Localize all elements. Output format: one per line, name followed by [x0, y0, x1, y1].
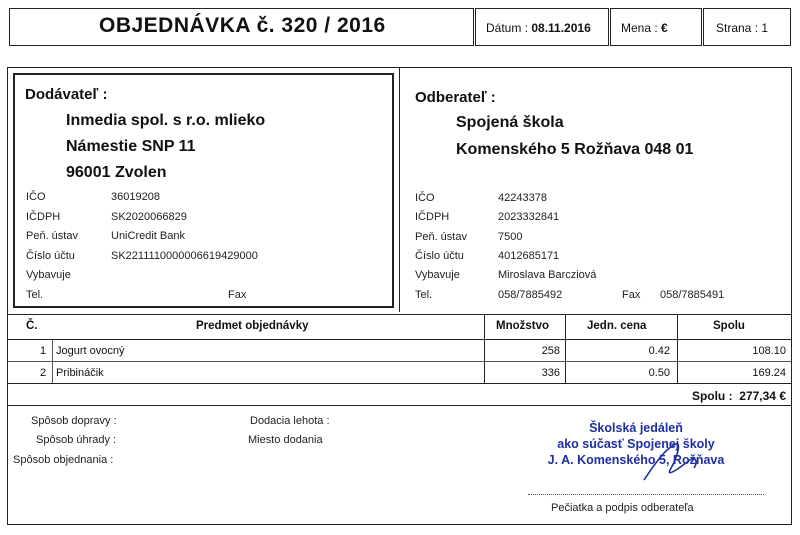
supplier-handler-label: Vybavuje — [26, 269, 71, 281]
table-header-border — [8, 339, 791, 340]
table-sum-border — [8, 405, 791, 406]
table-top-border — [8, 314, 791, 315]
signature-line — [528, 494, 764, 495]
table-row-item: Pribináčik — [56, 367, 104, 379]
currency-label: Mena : — [621, 21, 658, 35]
table-row-no: 2 — [40, 367, 47, 379]
supplier-name: Inmedia spol. s r.o. mlieko — [66, 112, 266, 129]
supplier-street: Námestie SNP 11 — [66, 138, 196, 155]
table-row-item: Jogurt ovocný — [56, 345, 125, 357]
supplier-icdph-value: SK2020066829 — [111, 211, 187, 223]
stamp-line-1: Školská jedáleň — [589, 421, 683, 435]
currency-field — [621, 21, 668, 35]
table-row-price: 0.42 — [648, 345, 670, 357]
signature-label: Pečiatka a podpis odberateľa — [551, 502, 694, 514]
order-total-value: 277,34 € — [739, 389, 786, 403]
stamp-line-3: J. A. Komenského 5, Rožňava — [547, 453, 725, 467]
column-header-price: Jedn. cena — [587, 320, 647, 332]
supplier-bank-value: UniCredit Bank — [111, 230, 185, 242]
customer-bank-label: Peň. ústav — [415, 231, 467, 243]
customer-handler-value: Miroslava Barcziová — [498, 269, 597, 281]
date-field — [486, 21, 591, 35]
column-header-item: Predmet objednávky — [196, 320, 309, 332]
supplier-heading: Dodávateľ : — [25, 86, 108, 103]
date-label: Dátum : — [486, 21, 529, 35]
customer-fax-value: 058/7885491 — [660, 289, 725, 301]
signature-scribble — [636, 440, 706, 486]
customer-bank-value: 7500 — [498, 231, 523, 243]
order-total — [692, 389, 786, 403]
order-total-label: Spolu : — [691, 389, 733, 403]
supplier-account-value: SK2211110000006619429000 — [111, 250, 258, 262]
supplier-city: 96001 Zvolen — [66, 164, 167, 181]
table-row-qty: 258 — [541, 345, 560, 357]
customer-account-value: 4012685171 — [498, 250, 560, 262]
customer-tel-label: Tel. — [415, 289, 433, 301]
supplier-fax-label: Fax — [228, 289, 247, 301]
document-title: OBJEDNÁVKA č. 320 / 2016 — [99, 14, 386, 37]
customer-handler-label: Vybavuje — [415, 269, 460, 281]
table-row-divider — [8, 361, 791, 362]
supplier-icdph-label: IČDPH — [26, 211, 61, 223]
table-row-no: 1 — [40, 345, 47, 357]
col-divider-qty — [484, 315, 485, 383]
customer-heading: Odberateľ : — [415, 89, 496, 106]
stamp-line-2: ako súčasť Spojenej školy — [557, 437, 715, 451]
page-value: 1 — [761, 21, 769, 35]
payment-label: Spôsob úhrady : — [36, 434, 117, 446]
customer-fax-label: Fax — [622, 289, 641, 301]
transport-label: Spôsob dopravy : — [31, 415, 117, 427]
col-divider-price — [565, 315, 566, 383]
date-value: 08.11.2016 — [531, 21, 591, 35]
customer-account-label: Číslo účtu — [415, 250, 464, 262]
table-bottom-border — [8, 383, 791, 384]
column-header-no: Č. — [26, 320, 38, 332]
column-header-qty: Množstvo — [496, 320, 550, 332]
supplier-tel-label: Tel. — [26, 289, 44, 301]
customer-icdph-value: 2023332841 — [498, 211, 560, 223]
page-label: Strana : — [716, 21, 759, 35]
party-divider — [399, 68, 400, 312]
column-header-total: Spolu — [713, 320, 745, 332]
supplier-account-label: Číslo účtu — [26, 250, 75, 262]
table-row-total: 169.24 — [752, 367, 786, 379]
supplier-ico-label: IČO — [26, 191, 46, 203]
currency-value: € — [661, 21, 668, 35]
page-field — [716, 21, 768, 35]
col-divider-no — [52, 340, 53, 383]
supplier-bank-label: Peň. ústav — [26, 230, 78, 242]
supplier-ico-value: 36019208 — [111, 191, 160, 203]
table-row-qty: 336 — [541, 367, 560, 379]
delivery-time-label: Dodacia lehota : — [250, 415, 330, 427]
customer-ico-label: IČO — [415, 192, 435, 204]
table-row-total: 108.10 — [752, 345, 786, 357]
customer-ico-value: 42243378 — [498, 192, 547, 204]
table-row-price: 0.50 — [648, 367, 670, 379]
customer-name: Spojená škola — [456, 114, 564, 131]
customer-street: Komenského 5 Rožňava 048 01 — [456, 141, 694, 158]
delivery-place-label: Miesto dodania — [248, 434, 323, 446]
col-divider-total — [677, 315, 678, 383]
customer-icdph-label: IČDPH — [415, 211, 450, 223]
customer-tel-value: 058/7885492 — [498, 289, 563, 301]
order-method-label: Spôsob objednania : — [13, 454, 114, 466]
